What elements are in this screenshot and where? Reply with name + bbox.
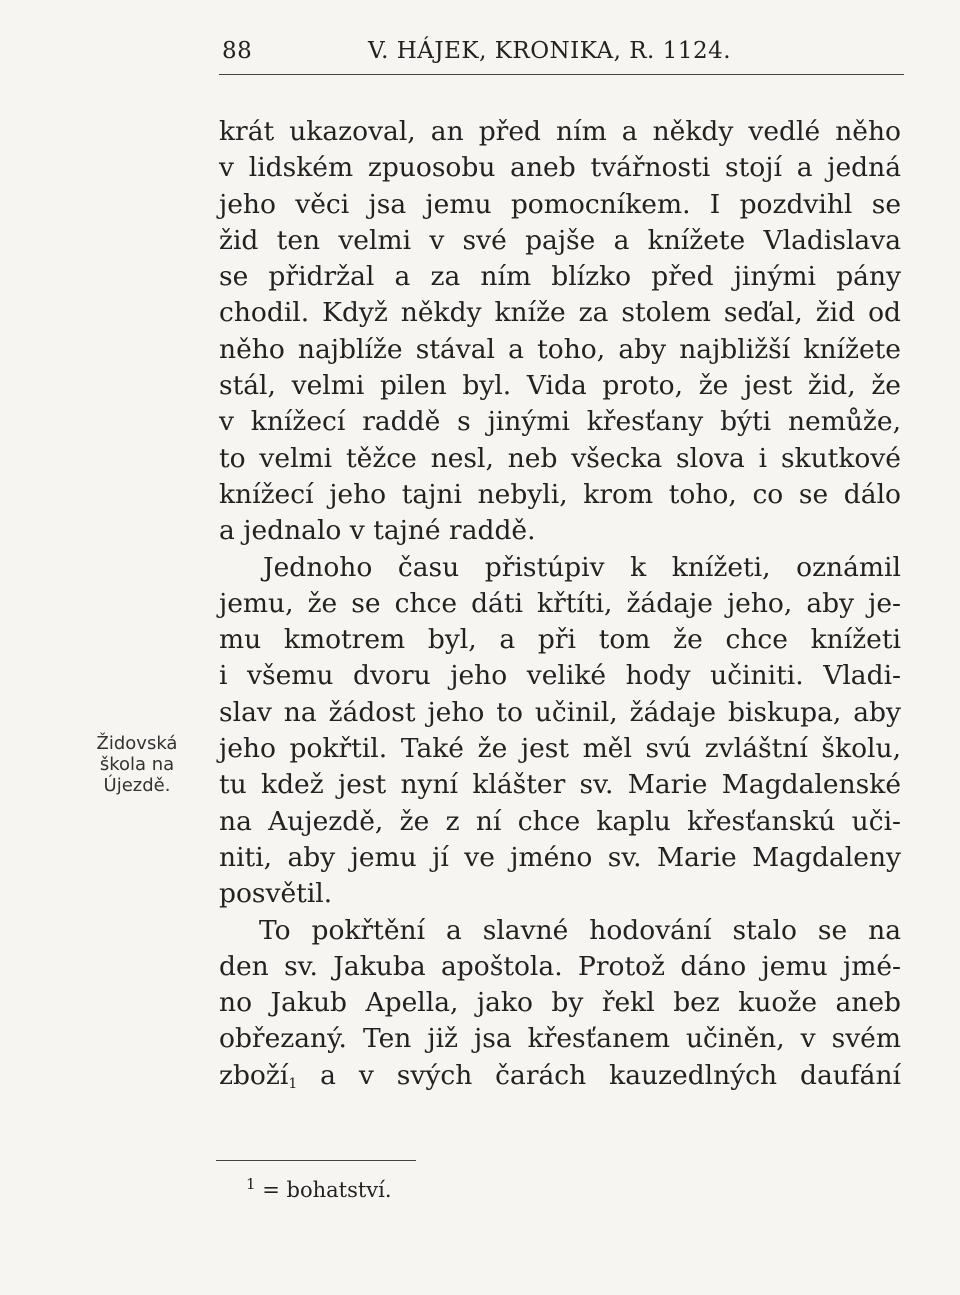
header-rule: [219, 74, 904, 75]
text-line: slav na žádost jeho to učinil, žádaje biskupa, aby: [219, 696, 901, 728]
text-line: niti, aby jemu jí ve jméno sv. Marie Magdaleny: [219, 841, 901, 873]
text-line: jeho pokřtil. Také že jest měl svú zvláštní školu,: [219, 733, 901, 765]
text-line: něho najblíže stával a toho, aby najbližší knížete: [219, 333, 901, 365]
text-line: Jednoho času přistúpiv k knížeti, oznámil: [263, 551, 901, 583]
text-line: krát ukazoval, an před ním a někdy vedlé něho: [219, 116, 901, 147]
text-line: jeho věci jsa jemu pomocníkem. I pozdvihl se: [219, 188, 901, 220]
marginal-note: [73, 733, 201, 796]
text-line: stál, velmi pilen byl. Vida proto, že jest žid, že: [219, 370, 901, 402]
marginal-note-line: Židovská: [96, 733, 178, 754]
text-line: to velmi těžce nesl, neb všecka slova i skutkové: [219, 442, 901, 474]
text-line: v knížecí raddě s jinými křesťany býti nemůže,: [219, 406, 901, 438]
marginal-note-line: škola na: [99, 754, 175, 775]
text-line: se přidržal a za ním blízko před jinými pány: [219, 261, 901, 293]
text-line: den sv. Jakuba apoštola. Protož dáno jemu jmé-: [219, 950, 901, 982]
text-line: a jednalo v tajné raddě.: [219, 515, 536, 547]
text-line: posvětil.: [219, 878, 333, 910]
footnote-text: = bohatství.: [262, 1178, 392, 1202]
text-line: v lidském zpuosobu aneb tvářnosti stojí a jedná: [219, 152, 901, 184]
marginal-note-line: Újezdě.: [103, 775, 171, 796]
text-line: žid ten velmi v své pajše a knížete Vladislava: [219, 224, 901, 256]
text-fragment: zboží: [219, 1059, 289, 1091]
footnote: [246, 1170, 392, 1204]
text-line: jemu, že se chce dáti křtíti, žádaje jeho, aby je-: [219, 587, 901, 619]
text-line: obřezaný. Ten již jsa křesťanem učiněn, v svém: [219, 1023, 901, 1055]
text-fragment: a v svých čarách kauzedlných daufání: [297, 1059, 901, 1091]
footnote-marker: 1: [246, 1175, 256, 1193]
text-line: To pokřtění a slavné hodování stalo se na: [259, 914, 901, 946]
text-line: knížecí jeho tajni nebyli, krom toho, co se dálo: [219, 478, 901, 510]
footnote-reference: 1: [288, 1075, 298, 1092]
text-line: i všemu dvoru jeho veliké hody učiniti. Vladi-: [219, 660, 901, 692]
text-line: chodil. Když někdy kníže za stolem seďal, žid od: [219, 297, 901, 329]
running-title: V. HÁJEK, KRONIKA, R. 1124.: [368, 38, 732, 64]
footnote-rule: [216, 1160, 416, 1161]
body-text: [219, 114, 901, 1094]
text-line: na Aujezdě, že z ní chce kaplu křesťanskú uči-: [219, 805, 901, 837]
text-line: tu kdež jest nyní klášter sv. Marie Magdalenské: [219, 769, 901, 801]
text-line: mu kmotrem byl, a při tom že chce knížeti: [219, 624, 901, 656]
running-head: [222, 38, 898, 72]
page-number: 88: [222, 38, 253, 64]
text-line-with-footnote: [219, 1058, 901, 1094]
text-line: no Jakub Apella, jako by řekl bez kuože aneb: [219, 987, 901, 1019]
